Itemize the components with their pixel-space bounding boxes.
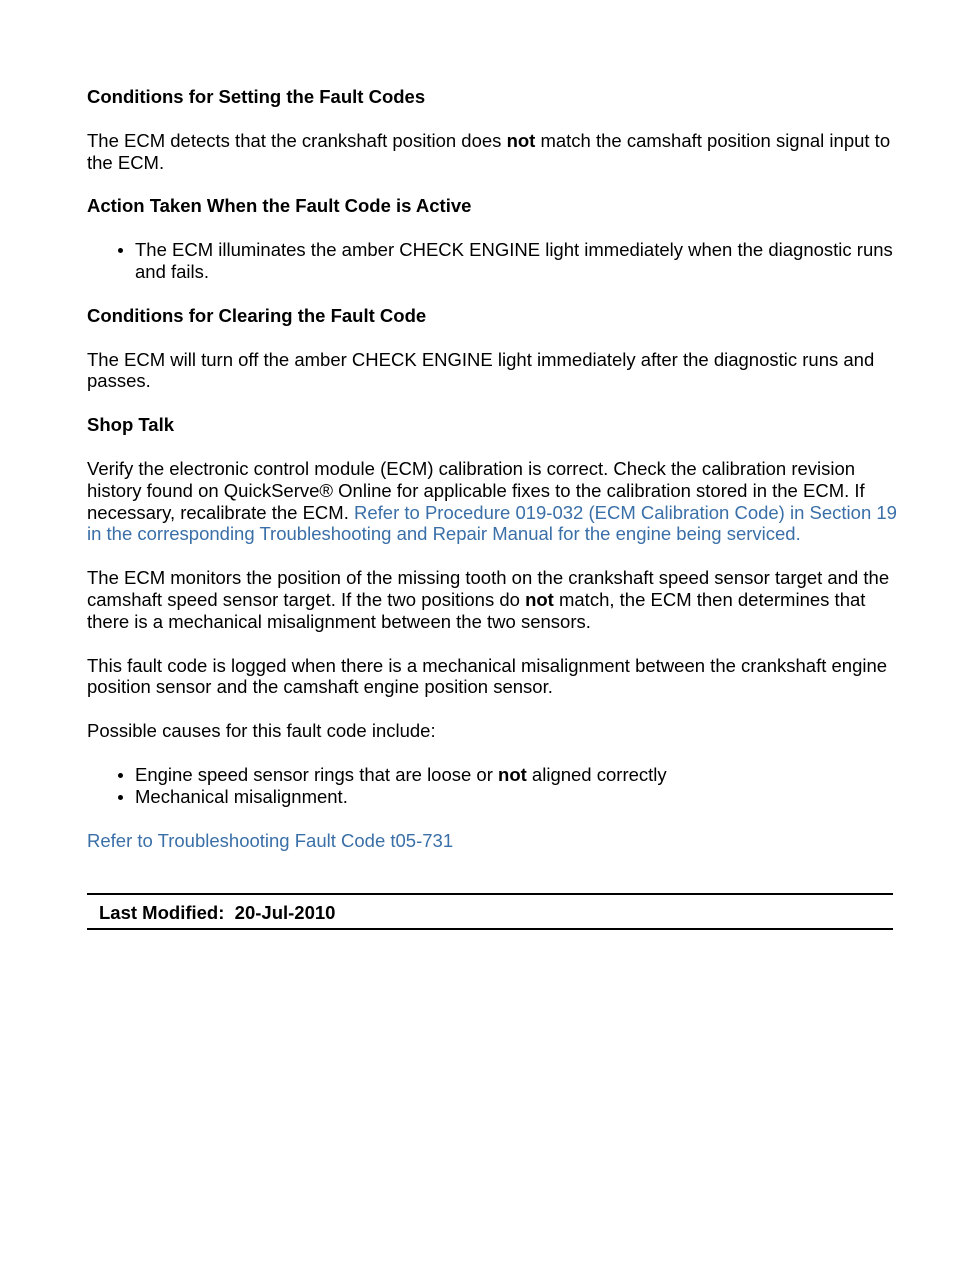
bold-text: not [498, 763, 527, 785]
heading-action-taken: Action Taken When the Fault Code is Active [87, 195, 472, 217]
heading-shop-talk: Shop Talk [87, 414, 175, 436]
causes-list [87, 764, 897, 808]
last-modified-label: Last Modified: [99, 902, 225, 923]
list-item: The ECM illuminates the amber CHECK ENGINE light immediately when the diagnostic runs and fails. [135, 239, 897, 283]
shop-talk-paragraph-4: Possible causes for this fault code include: [87, 720, 436, 742]
text-span: The ECM monitors the position of the missing tooth on the crankshaft speed sensor target and the camshaft speed sensor target. If the two positions do [87, 567, 890, 610]
final-link-paragraph [87, 830, 897, 852]
shop-talk-paragraph-3: This fault code is logged when there is a mechanical misalignment between the crankshaft engine position sensor and the camshaft engine position sensor. [87, 654, 888, 698]
heading-setting-conditions: Conditions for Setting the Fault Codes [87, 86, 426, 107]
heading-clearing-conditions: Conditions for Clearing the Fault Code [87, 304, 427, 326]
list-item: Mechanical misalignment. [135, 786, 897, 808]
last-modified-date: 20-Jul-2010 [234, 902, 336, 923]
last-modified-bar [87, 893, 893, 930]
procedure-019-032-link[interactable]: Refer to Procedure 019-032 (ECM Calibration Code) in Section 19 in the corresponding Troubleshooting and Repair Manual for the engine being serviced. [87, 501, 897, 545]
list-item [135, 764, 897, 786]
shop-talk-paragraph-2 [87, 567, 897, 632]
bold-text: not [506, 129, 536, 151]
document-body [87, 86, 897, 851]
text-span: Verify the electronic control module (ECM) calibration is correct. Check the calibration revision history found on QuickServe® Online for applicable fixes to the calibration stored in the ECM. If necessary, recalibrate the ECM. [87, 457, 865, 523]
last-modified-text [99, 902, 335, 924]
text-span: The ECM detects that the crankshaft position does [87, 129, 507, 151]
text-span: aligned correctly [526, 763, 667, 785]
text-span: match the camshaft position signal input to the ECM. [87, 129, 891, 173]
action-list [87, 239, 897, 283]
bold-text: not [525, 588, 554, 610]
text-span: match, the ECM then determines that there is a mechanical misalignment between the two sensors. [87, 588, 866, 632]
setting-conditions-text [87, 130, 897, 174]
fault-code-t05-731-link[interactable]: Refer to Troubleshooting Fault Code t05-731 [87, 829, 454, 851]
text-span: Engine speed sensor rings that are loose or [135, 763, 499, 785]
shop-talk-paragraph-1 [87, 458, 897, 545]
clearing-conditions-text: The ECM will turn off the amber CHECK ENGINE light immediately after the diagnostic runs and passes. [87, 348, 875, 392]
